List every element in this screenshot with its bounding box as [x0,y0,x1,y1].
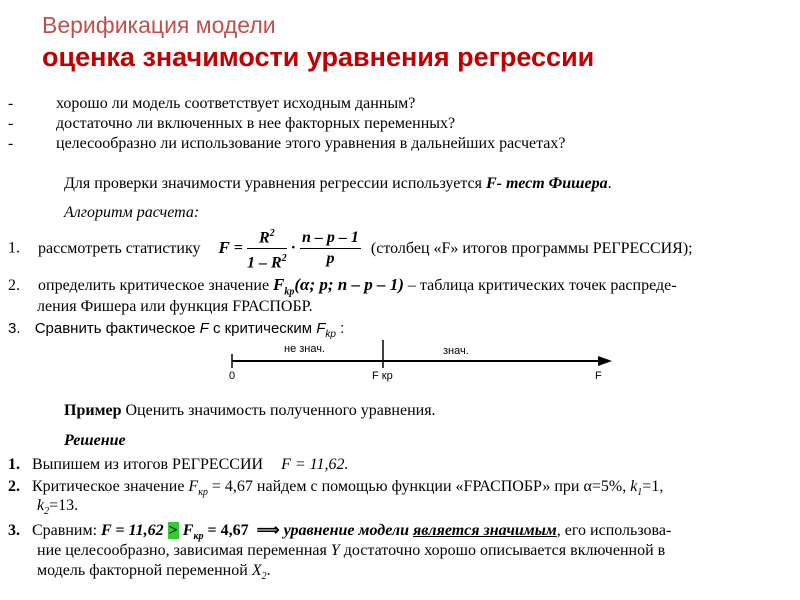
solution-heading: Решение [64,432,126,449]
significance-axis [220,340,620,390]
step-number: 3. [8,522,20,539]
fraction-np [300,228,361,269]
fraction-r2 [247,224,287,274]
example-line [64,402,436,420]
step-number: 2. [8,478,20,495]
step-number: 2. [8,277,20,294]
frac-num-sup: 2 [269,228,275,239]
implies-icon: ⟹ [256,522,280,539]
k1-symbol: $k_1$ [630,478,643,499]
conclusion-part1: уравнение модели [283,522,409,539]
f-value: F = 11,62. [281,456,349,473]
formula-f: F [218,237,230,257]
fkp-symbol: $F_{кр}$ [182,522,204,543]
fkp-sub: kp [284,286,295,298]
algorithm-step-1 [8,224,693,274]
label-significant: знач. [443,345,469,357]
axis-arrowhead [598,356,612,366]
step-text: рассмотреть статистику [38,239,201,257]
f-value: F = 11,62 [101,522,164,539]
fkp-args: (α; p; n – p – 1) [294,275,404,294]
algorithm-step-2-line2: ления Фишера или функция FРАСПОБР. [37,298,313,315]
fkp-sub: кр [193,531,204,543]
step-text-2: с критическим [212,320,313,337]
greater-than-highlight: > [168,522,178,539]
question-text: достаточно ли включенных в нее факторных переменных? [56,115,456,132]
solution-step-2-line2 [37,497,78,517]
y-symbol: Y [330,542,340,559]
line2-text: ние целесообразно, зависимая переменная [37,542,327,559]
step-rest: – таблица критических точек распреде- [407,277,677,294]
x2-sub: 2 [261,571,267,583]
step-number: 3. [8,320,21,337]
fkp-value: = 4,67 [207,522,249,539]
conclusion-significant: является значимым [413,522,557,539]
algorithm-heading: Алгоритм расчета: [64,204,200,221]
frac2-den: p [326,250,335,268]
intro-period: . [607,175,612,192]
step-text: Критическое значение [32,478,185,495]
conclusion-rest: , его использова- [556,522,672,539]
alpha-value: α=5%, [583,478,627,495]
step-text: Сравним: [32,522,98,539]
algorithm-step-2 [8,275,677,297]
bullet-dash: - [8,95,14,112]
f-symbol: F [199,320,209,337]
k1-sub: 1 [637,487,643,499]
fkp-symbol: $F_{kp}$ [273,275,295,298]
k2-value: =13. [49,497,79,514]
line3-text: модель факторной переменной [37,562,248,579]
solution-step-3 [8,520,671,542]
frac2-num: n – p – 1 [300,228,361,249]
tick-zero-label: 0 [229,370,236,382]
bullet-dash: - [8,115,14,132]
solution-step-2 [8,478,663,498]
slide-title: оценка значимости уравнения регрессии [42,42,595,72]
fkp-symbol: $F_{kp}$ [316,320,336,340]
question-text: хорошо ли модель соответствует исходным данным? [56,95,416,112]
fkp-symbol: $F_{кр}$ [188,478,208,499]
axis-diagram [220,340,620,390]
intro-text: Для проверки значимости уравнения регрессии используется [64,175,482,192]
tick-f-label: F [595,370,602,382]
fkp-sub: kp [325,329,336,340]
tick-fkp-label: F кр [372,370,393,382]
step-text: Сравнить фактическое [34,320,196,337]
formula-dot: · [290,239,297,257]
solution-step-3-line2 [37,542,665,560]
algorithm-step-3 [8,320,344,340]
step-text: Выпишем из итогов РЕГРЕССИИ [32,456,264,473]
frac-den-text: 1 – R [247,254,282,272]
k2-sub: 2 [44,506,50,518]
fkp-sub: кр [198,487,208,499]
intro-line [64,175,612,193]
formula-eq: = [233,239,243,257]
solution-step-1 [8,456,348,474]
test-name: F- тест Фишера [485,175,608,192]
frac-den-sup: 2 [281,253,287,265]
label-not-significant: не знач. [284,343,326,355]
step-colon: : [340,320,345,337]
question-1 [8,95,416,113]
step-rest: = 4,67 найдем с помощью функции «FРАСПОБР» при [211,478,580,495]
solution-step-3-line3 [37,562,271,582]
example-text: Оценить значимость полученного уравнения. [125,402,436,419]
frac-num-r: R [259,229,270,247]
step-note: (столбец «F» итогов программы РЕГРЕССИЯ); [370,239,693,257]
bullet-dash: - [8,135,14,152]
k2-symbol: $k_2$ [37,497,50,518]
slide-subtitle: Верификация модели [42,12,276,38]
example-label: Пример [64,402,122,419]
line2-text-b: достаточно хорошо описывается включенной в [343,542,666,559]
k1-value: =1, [642,478,664,495]
question-text: целесообразно ли использование этого уравнения в дальнейших расчетах? [56,135,566,152]
step-number: 1. [8,239,20,257]
step-number: 1. [8,456,20,473]
step-text: определить критическое значение [38,277,270,294]
line3-end: . [266,562,271,579]
question-2 [8,115,456,133]
x2-symbol: $X_2$ [251,562,267,583]
question-3 [8,135,566,153]
